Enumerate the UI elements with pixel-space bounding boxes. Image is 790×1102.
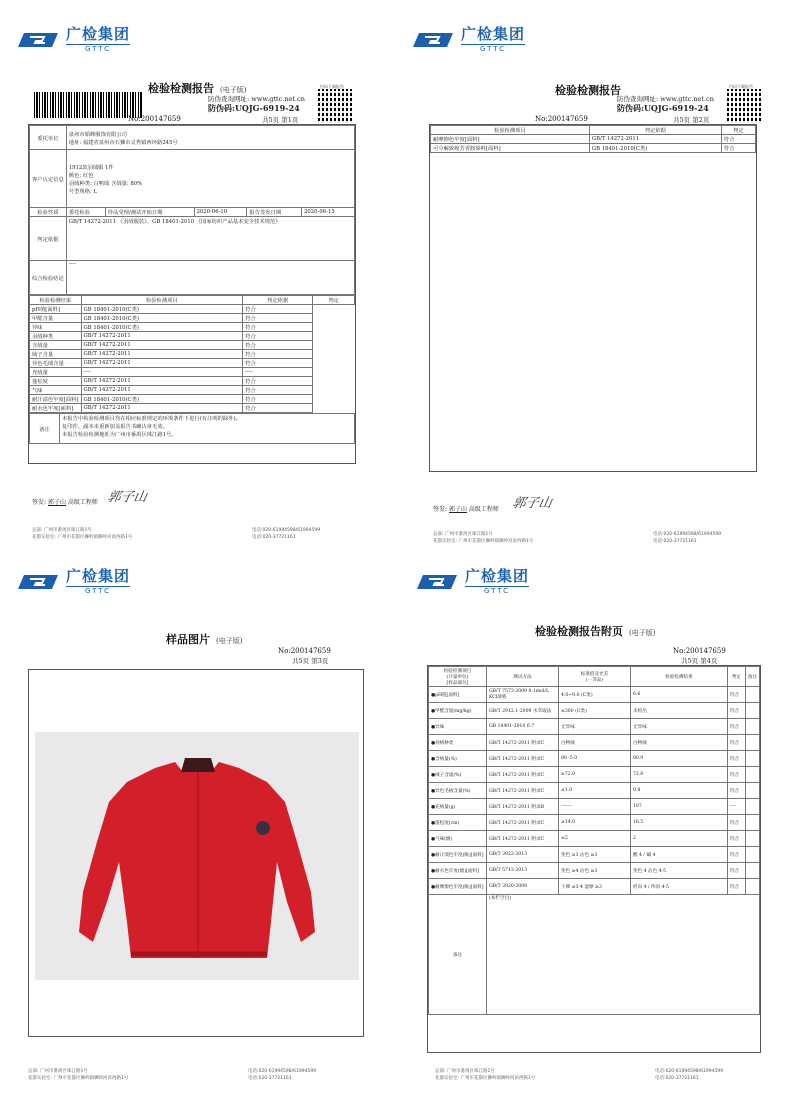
table-row	[30, 386, 355, 395]
table-cell: 气味	[30, 386, 82, 395]
table-cell: 甲醛含量	[30, 314, 82, 323]
table-cell: 无异味	[559, 719, 631, 735]
table-cell: ----	[81, 368, 243, 377]
table-cell: 72.8	[631, 767, 728, 783]
red-down-jacket-image	[35, 732, 359, 980]
table-cell	[745, 879, 759, 895]
pager: 共5页 第1页	[262, 116, 299, 124]
table-cell: 80 -5.0	[559, 751, 631, 767]
table-cell: GB 18401-2010(C类)	[81, 323, 243, 332]
table-cell: 符合	[727, 735, 745, 751]
table-cell	[745, 831, 759, 847]
brand-en: GTTC	[66, 586, 130, 595]
table-cell: 异味	[30, 323, 82, 332]
report-number: No:200147659	[535, 115, 588, 123]
report-title: 检验检测报告 (电子版)	[148, 82, 247, 95]
table-cell: ●甲醛含量(mg/kg)	[429, 703, 487, 719]
table-cell: GB 18401-2010(C类)	[81, 395, 243, 404]
table-cell: 符合	[727, 703, 745, 719]
brand-en: GTTC	[465, 586, 529, 595]
table-cell: ●耐摩擦色牢度(级)[面料]	[429, 879, 487, 895]
signer: 签发: 郭子山 高级工程师	[433, 506, 499, 513]
table-row	[30, 350, 355, 359]
table-cell: 符合	[727, 847, 745, 863]
brand-cn: 广检集团	[66, 25, 131, 43]
qr-code	[318, 89, 352, 123]
table-cell	[745, 703, 759, 719]
table-cell: ----	[727, 799, 745, 815]
table-cell: GB/T 14272-2011	[81, 386, 243, 395]
table-cell: -------	[559, 799, 631, 815]
table-cell: 符合	[727, 719, 745, 735]
table-cell: 经向 4 / 纬向 4-5	[631, 879, 728, 895]
report-page-2	[395, 0, 790, 551]
appendix-table: 检验检测项目 (计量单位) [样品部位] 测试方法 标准值及允差 (一等品) 检验检测结果 判定 备注 ●pH值[面料] GB/T 7573-2009 0.1mol/L KCl溶液 4.0~9.0 (C类) 6.6 符合 ●甲醛含量(mg/kg) GB/T 2912.1-2009 水萃取法 ≤300 (C类) 未检出 符合 ●异味 GB 18401-2010 6.7 无异味 无异味 符合 ●羽绒种类 GB/T 14272-2011 附录C 白鸭绒 白鸭绒 符合 ●含绒量(%) GB/T 14272-2011 附录C 80 -5.0 80.9 符合 ●绒子含量(%) GB/T 14272-2011 附录C ≥72.0 72.8 符合 ●异色毛绒含量(%) GB/T 14272-2011 附录C ≤1.0 0.4 符合 ●充绒量(g) GB/T 14272-2011 附录B ------- 107 ---- ●蓬松度(cm) GB/T 14272-2011 附录C ≥14.0 16.5 符合 ●气味(级) GB/T 14272-2011 附录C ≤2 2 符合 ●耐汗渍色牢度(级)[面料] GB/T 3922-2013 变色 ≥3 沾色 ≥3 酸 4 / 碱 4 符合 ●耐水色牢度(级)[面料] GB/T 5713-2013 变色 ≥4 沾色 ≥3 变色 4 沾色 4-5 符合 ●耐摩擦色牢度(级)[面料] GB/T 3920-2008 干摩 ≥3-4 湿摩 ≥3 经向 4 / 纬向 4-5 符合 备注 (本栏空白)	[427, 665, 761, 1053]
table-row	[429, 863, 760, 879]
gttc-logo-icon	[18, 571, 62, 593]
table-cell: GB 18401-2010(C类)	[81, 305, 243, 314]
table-cell: GB/T 14272-2011	[81, 332, 243, 341]
table-cell: 16.5	[631, 815, 728, 831]
table-cell	[745, 767, 759, 783]
signature: 郭子山	[106, 490, 148, 505]
table-cell: 白鸭绒	[631, 735, 728, 751]
table-cell: 6.6	[631, 687, 728, 703]
verify-info: 防伪查询网址: www.gttc.net.cn 防伪码:UQJG-6919-24	[208, 95, 305, 113]
table-row	[30, 359, 355, 368]
table-cell: ≥14.0	[559, 815, 631, 831]
table-cell: GB/T 14272-2011	[81, 350, 243, 359]
table-row	[429, 751, 760, 767]
table-cell: 符合	[727, 751, 745, 767]
table-row	[429, 703, 760, 719]
table-cell: 符合	[721, 144, 755, 153]
table-cell: 符合	[727, 879, 745, 895]
table-cell: ●羽绒种类	[429, 735, 487, 751]
table-row	[30, 305, 355, 314]
table-cell: ●气味(级)	[429, 831, 487, 847]
table-cell	[745, 751, 759, 767]
report-title: 检验检测报告	[555, 84, 621, 97]
table-cell: GB/T 14272-2011 附录B	[487, 799, 559, 815]
table-cell: ≤1.0	[559, 783, 631, 799]
table-cell: 变色 ≥3 沾色 ≥3	[559, 847, 631, 863]
qr-code	[727, 89, 761, 123]
table-row	[30, 377, 355, 386]
table-cell: 符合	[243, 359, 313, 368]
table-cell: 符合	[243, 323, 313, 332]
table-cell: GB/T 14272-2011 附录C	[487, 735, 559, 751]
table-cell	[745, 735, 759, 751]
table-cell: 0.4	[631, 783, 728, 799]
table-row	[30, 323, 355, 332]
gttc-logo-icon	[417, 571, 461, 593]
table-row	[429, 815, 760, 831]
report-page-1	[0, 0, 395, 551]
table-cell: 耐摩擦色牢度[面料]	[431, 135, 590, 144]
table-cell: 符合	[243, 377, 313, 386]
pager: 共5页 第3页	[292, 657, 329, 665]
table-row	[429, 879, 760, 895]
table-row	[30, 395, 355, 404]
qr-label: 扫码下载报告	[729, 84, 753, 89]
table-cell: 变色 4 沾色 4-5	[631, 863, 728, 879]
table-cell: 无异味	[631, 719, 728, 735]
table-row	[30, 332, 355, 341]
table-cell: ≥72.0	[559, 767, 631, 783]
table-row	[30, 368, 355, 377]
table-cell: ●绒子含量(%)	[429, 767, 487, 783]
signer: 签发: 郭子山 高级工程师	[32, 499, 98, 506]
table-cell: 酸 4 / 碱 4	[631, 847, 728, 863]
footer: 总部: 广州市番禺区珠江路1号 花都实验室: 广州市花都区狮岭镇狮岭河滨西路1号 电话:020-61994598/61994599 电话:020-37721161	[32, 528, 321, 540]
table-row	[429, 687, 760, 703]
footer: 总部: 广州市番禺区珠江路1号 花都实验室: 广州市花都区狮岭镇狮岭河滨西路1号 电话:020-61994598/61994599 电话:020-37721161	[435, 1069, 724, 1081]
table-cell: 符合	[721, 135, 755, 144]
table-cell: 80.9	[631, 751, 728, 767]
table-row	[429, 735, 760, 751]
table-cell: GB/T 7573-2009 0.1mol/L KCl溶液	[487, 687, 559, 703]
table-cell: 干摩 ≥3-4 湿摩 ≥3	[559, 879, 631, 895]
table-cell: 蓬松度	[30, 377, 82, 386]
report-page-3	[0, 551, 395, 1102]
gttc-logo-icon	[18, 29, 62, 51]
table-cell: 2	[631, 831, 728, 847]
table-cell: ●耐汗渍色牢度(级)[面料]	[429, 847, 487, 863]
table-cell: 充绒量	[30, 368, 82, 377]
table-cell	[745, 783, 759, 799]
table-cell: 符合	[727, 767, 745, 783]
signature: 郭子山	[511, 496, 553, 511]
table-cell: GB/T 14272-2011 附录C	[487, 831, 559, 847]
table-row	[30, 404, 355, 413]
brand-cn: 广检集团	[465, 567, 530, 585]
table-cell: GB/T 14272-2011	[81, 341, 243, 350]
table-cell: GB/T 14272-2011 附录C	[487, 815, 559, 831]
page-title: 样品图片 (电子版)	[166, 633, 243, 646]
table-cell	[745, 863, 759, 879]
brand-en: GTTC	[66, 44, 130, 53]
table-cell: GB/T 2912.1-2009 水萃取法	[487, 703, 559, 719]
table-row	[30, 341, 355, 350]
report-page-4	[395, 551, 790, 1102]
qr-label: 扫码下载报告	[320, 84, 344, 89]
table-cell: 绒子含量	[30, 350, 82, 359]
table-cell: 4.0~9.0 (C类)	[559, 687, 631, 703]
table-cell: 符合	[243, 305, 313, 314]
brand-logo	[18, 569, 130, 595]
table-cell: GB 18401-2010 6.7	[487, 719, 559, 735]
table-cell: ●异味	[429, 719, 487, 735]
table-cell: 羽绒种类	[30, 332, 82, 341]
table-cell: GB/T 5713-2013	[487, 863, 559, 879]
report-form: 检验检测项目 判定依据 判定 耐摩擦色牢度[面料] GB/T 14272-2011 符合 可分解致癌芳香胺染料[面料] GB 18401-2010(C类) 符合	[429, 124, 757, 472]
table-cell: ≤2	[559, 831, 631, 847]
table-cell: GB/T 14272-2011 附录C	[487, 751, 559, 767]
brand-cn: 广检集团	[461, 25, 526, 43]
table-row	[431, 135, 756, 144]
pager: 共5页 第2页	[673, 116, 710, 124]
footer: 总部: 广州市番禺区珠江路1号 花都实验室: 广州市花都区狮岭镇狮岭河滨西路1号 电话:020-61994598/61994599 电话:020-37721161	[28, 1069, 317, 1081]
table-cell	[745, 687, 759, 703]
table-cell: 符合	[727, 783, 745, 799]
table-cell: GB/T 3920-2008	[487, 879, 559, 895]
table-cell: 耐水色牢度[面料]	[30, 404, 82, 413]
table-cell: ●异色毛绒含量(%)	[429, 783, 487, 799]
report-form: 委托单位 泉州市韬峰服饰有限公司 地址: 福建省泉州市石狮市灵秀镇西环路245号 客户认定信息 1912款羽绒服 1件 颜色: 红色 羽绒种类: 白鸭绒 含绒量: 80% 号型规格: L 检验性质 委托检验 样品受理/测试开始日期 2020-06-10 报告签发日期 2020-06-15 判定依据 GB/T 14272-2011 《羽绒服装》、GB 18401-2010 《国家纺织产品基本安全技术规范》 综合检验结论 ---- 检验检测结果 检验检测项目 判定依据 判定 pH值[面料] GB 18401-2010(C类) 符合 甲醛含量 GB 18401-2010(C类) 符合 异味 GB 18401-2010(C类) 符合 羽绒种类 GB/T 14272-2011 符合 含绒量 GB/T 14272-2011 符合 绒子含量 GB/T 14272-2011 符合 异色毛绒含量 GB/T 14272-2011 符合 充绒量 ---- ---- 蓬松度 GB/T 14272-2011 符合 气味 GB/T 14272-2011 符合 耐汗渍色牢度[面料] GB 18401-2010(C类) 符合 耐水色牢度[面料] GB/T 14272-2011 符合 备注 本报告中检验检测项目均在相应标准规定的环境条件下进行(有注明的除外)。 复印件、副本未重新加盖报告书确认章无效。 本报告检验检测地址为广州市番禺区珠江路1号。	[28, 124, 356, 464]
pager: 共5页 第4页	[681, 657, 718, 665]
table-cell: 异色毛绒含量	[30, 359, 82, 368]
table-cell: GB/T 14272-2011 附录C	[487, 783, 559, 799]
table-cell	[745, 815, 759, 831]
table-row	[431, 144, 756, 153]
barcode	[34, 92, 142, 118]
table-cell	[745, 719, 759, 735]
table-row	[429, 799, 760, 815]
table-cell: 符合	[243, 341, 313, 350]
table-cell: GB 18401-2010(C类)	[81, 314, 243, 323]
table-cell: 符合	[243, 404, 313, 413]
table-cell: ●含绒量(%)	[429, 751, 487, 767]
table-cell: GB/T 14272-2011	[81, 404, 243, 413]
table-cell: ●蓬松度(cm)	[429, 815, 487, 831]
table-cell: 变色 ≥4 沾色 ≥3	[559, 863, 631, 879]
table-row	[429, 767, 760, 783]
table-row	[429, 719, 760, 735]
table-cell: 符合	[243, 332, 313, 341]
footer: 总部: 广州市番禺区珠江路1号 花都实验室: 广州市花都区狮岭镇狮岭河滨西路1号 电话:020-61994598/61994599 电话:020-37721161	[433, 532, 722, 544]
table-cell: 符合	[727, 815, 745, 831]
brand-en: GTTC	[461, 44, 525, 53]
table-cell: 符合	[727, 687, 745, 703]
page-title: 检验检测报告附页 (电子版)	[535, 625, 656, 638]
table-cell: 白鸭绒	[559, 735, 631, 751]
table-cell: 含绒量	[30, 341, 82, 350]
table-cell: GB/T 14272-2011	[81, 359, 243, 368]
table-cell: 符合	[243, 350, 313, 359]
table-row	[429, 847, 760, 863]
table-cell: 107	[631, 799, 728, 815]
verify-info: 防伪查询网址: www.gttc.net.cn 防伪码:UQJG-6919-24	[617, 95, 714, 113]
table-cell: GB 18401-2010(C类)	[589, 144, 721, 153]
photo-frame	[28, 669, 364, 1037]
table-cell	[745, 799, 759, 815]
brand-logo	[417, 569, 529, 595]
gttc-logo-icon	[413, 29, 457, 51]
table-cell: GB/T 14272-2011 附录C	[487, 767, 559, 783]
table-cell: 耐汗渍色牢度[面料]	[30, 395, 82, 404]
report-number: No:200147659	[673, 647, 726, 655]
table-cell: ●耐水色牢度(级)[面料]	[429, 863, 487, 879]
sample-photo	[35, 732, 359, 980]
table-cell: 符合	[727, 863, 745, 879]
table-cell: 未检出	[631, 703, 728, 719]
report-number: No:200147659	[128, 115, 181, 123]
table-cell	[745, 847, 759, 863]
table-cell: 符合	[243, 386, 313, 395]
table-cell: GB/T 14272-2011	[589, 135, 721, 144]
table-cell: ●pH值[面料]	[429, 687, 487, 703]
table-row	[429, 831, 760, 847]
table-row	[429, 783, 760, 799]
table-cell: 符合	[727, 831, 745, 847]
table-cell: GB/T 14272-2011	[81, 377, 243, 386]
table-cell: ≤300 (C类)	[559, 703, 631, 719]
table-cell: 可分解致癌芳香胺染料[面料]	[431, 144, 590, 153]
brand-logo	[413, 27, 525, 53]
report-number: No:200147659	[278, 647, 331, 655]
brand-logo	[18, 27, 130, 53]
table-cell: ----	[243, 368, 313, 377]
table-cell: 符合	[243, 314, 313, 323]
table-cell: 符合	[243, 395, 313, 404]
brand-cn: 广检集团	[66, 567, 131, 585]
table-cell: GB/T 3922-2013	[487, 847, 559, 863]
table-row	[30, 314, 355, 323]
table-cell: pH值[面料]	[30, 305, 82, 314]
table-cell: ●充绒量(g)	[429, 799, 487, 815]
